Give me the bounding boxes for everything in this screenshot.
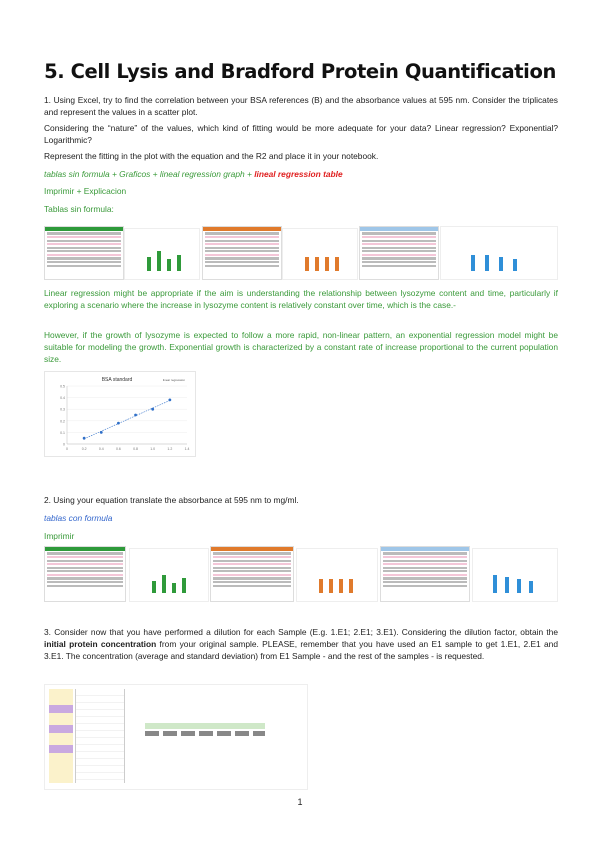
trendline [84,400,170,438]
table-thumbnail-blue [359,226,439,280]
q1-tablas: Tablas sin formula: [44,204,114,214]
y-tick-label: 0.5 [60,384,65,389]
q1-note-red: lineal regression table [254,169,343,179]
bar-chart-thumbnail-orange [296,548,378,602]
q2-imprimir: Imprimir [44,531,75,541]
q1-instruction: Represent the fitting in the plot with the equation and the R2 and place it in your notebook. [44,151,379,161]
sample-column [49,689,73,783]
bar-chart-thumbnail-blue [440,226,558,280]
data-point [100,431,103,434]
table-thumbnail-orange [202,226,282,280]
data-point [134,414,137,417]
highlight-purple [49,725,73,733]
q1-note-green: tablas sin formula + Graficos + lineal regression graph + [44,169,255,179]
table-thumbnail-orange [210,546,294,602]
data-point [83,437,86,440]
chart-legend: linear regression [162,378,185,382]
x-tick-label: 1.2 [167,447,173,451]
summary-row [145,731,265,736]
bar-chart-thumbnail-green [124,228,200,280]
y-tick-label: 0 [63,442,65,447]
chart-title: BSA standard [101,377,133,383]
q3-spreadsheet [44,684,308,790]
x-tick-label: 0.6 [115,447,121,451]
x-tick-label: 0.8 [133,447,139,451]
q1-question: Considering the “nature” of the values, which kind of fitting would be more adequate for your data? Linear regression? Exponential? Logarithmic? [44,123,558,146]
q1-imprimir: Imprimir + Explicacion [44,186,127,196]
bar-chart-thumbnail-green [129,548,209,602]
x-tick-label: 1.4 [184,447,190,451]
table-thumbnail-green [44,546,126,602]
values-column [75,689,125,783]
q2-tablas: tablas con formula [44,513,113,523]
x-tick-label: 0 [66,447,68,451]
q1-line1: 1. Using Excel, try to find the correlation between your BSA references (B) and the absorbance values at 595 nm. Consider the triplicates and represent the values in a scatter plot. [44,95,558,118]
data-point [168,399,171,402]
table-thumbnail-green [44,226,124,280]
q3-bold: initial protein concentration [44,639,157,650]
bsa-scatter-chart [44,371,196,457]
data-point [117,422,120,425]
table-thumbnail-blue [380,546,470,602]
x-tick-label: 0.2 [81,447,87,451]
highlight-purple [49,705,73,713]
highlight-purple [49,745,73,753]
y-tick-label: 0.3 [60,407,65,412]
data-point [151,408,154,411]
x-tick-label: 0.4 [98,447,104,451]
q1-paragraph [44,94,558,118]
q3-paragraph [44,626,558,663]
q3-text-start: 3. Consider now that you have performed a dilution for each Sample (E.g. 1.E1; 2.E1; 3.E1). Considering the dilution factor, obtain the [44,627,558,637]
y-tick-label: 0.1 [60,430,65,435]
summary-header [145,723,265,729]
page-number: 1 [297,797,303,807]
y-tick-label: 0.4 [60,396,65,401]
y-tick-label: 0.2 [60,419,65,424]
x-tick-label: 1.0 [150,447,156,451]
scatter-plot-svg [45,372,195,456]
page-title: 5. Cell Lysis and Bradford Protein Quantification [44,60,556,83]
explanation-linear: Linear regression might be appropriate if the aim is understanding the relationship between lysozyme content and time, particularly if exploring a scenario where the increase in lysozyme content is relatively constant over time, which is the case.- [44,288,558,311]
bar-chart-thumbnail-orange [282,228,358,280]
q2-paragraph: 2. Using your equation translate the absorbance at 595 nm to mg/ml. [44,495,299,505]
explanation-exponential: However, if the growth of lysozyme is expected to follow a more rapid, non-linear pattern, an exponential regression model might be suitable for modeling the growth. Exponential growth is characterized by a constant rate of increase proportional to the current population size. [44,330,558,365]
q1-note [44,168,558,180]
bar-chart-thumbnail-blue [472,548,558,602]
q3-text-end: from your original sample. PLEASE, remember that you have used an E1 sample to get 1.E1, 2.E1 and 3.E1. The concentration (average and standard deviation) from E1 Sample - and the rest of the samples - is requested. [44,639,558,662]
